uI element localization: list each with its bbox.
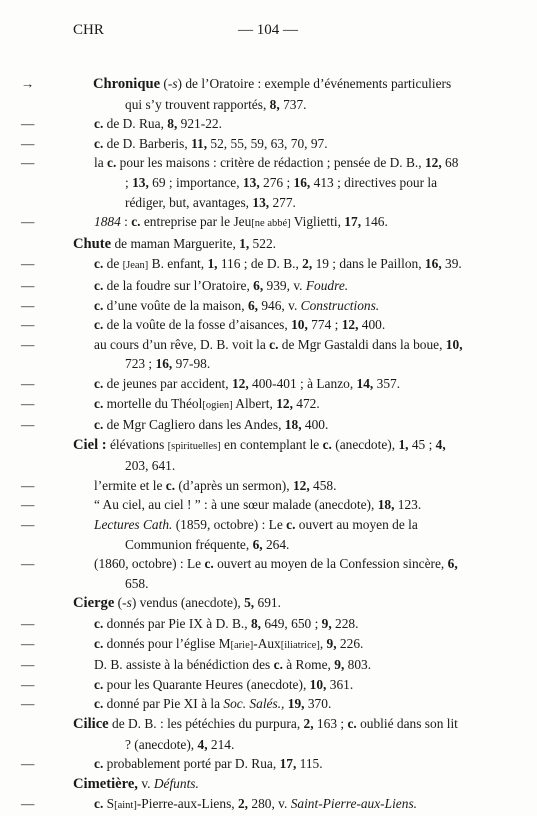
sub-entry-c-quarante bbox=[21, 675, 465, 695]
volume-ref: 8, bbox=[269, 96, 280, 112]
volume-ref: 6, bbox=[253, 277, 264, 293]
italic-text: Défunts. bbox=[153, 775, 199, 791]
italic-text: -s bbox=[167, 76, 178, 91]
arrow-icon: → bbox=[21, 76, 35, 91]
volume-ref: c. bbox=[94, 116, 104, 132]
volume-ref: 1, bbox=[398, 436, 409, 452]
entry-text: 39. bbox=[441, 256, 462, 272]
volume-ref: c. bbox=[94, 676, 104, 692]
entry-text: (1860, octobre) : Le bbox=[94, 556, 205, 572]
entry-text: 69 ; importance, bbox=[148, 174, 243, 190]
volume-ref: 18, bbox=[284, 417, 302, 433]
italic-text: -s bbox=[122, 595, 132, 611]
entry-text: , bbox=[319, 635, 327, 651]
entry-text: -Aux bbox=[253, 635, 281, 651]
volume-ref: 12, bbox=[276, 395, 293, 411]
entry-text: 458. bbox=[309, 477, 337, 493]
entry-dash: — bbox=[21, 556, 35, 572]
entry-text: ( bbox=[114, 595, 123, 611]
volume-ref: 19, bbox=[287, 696, 305, 712]
entry-text: la bbox=[94, 155, 108, 171]
volume-ref: 4, bbox=[435, 436, 446, 452]
main-entry-cierge bbox=[73, 593, 465, 614]
entry-text: mortelle du Théol bbox=[103, 395, 203, 411]
entry-text: 214. bbox=[207, 736, 235, 752]
entry-text: de maman Marguerite, bbox=[111, 235, 240, 251]
entry-text: 400. bbox=[301, 417, 329, 433]
entry-text: de Mgr Gastaldi dans la boue, bbox=[278, 336, 446, 352]
entry-dash: — bbox=[21, 616, 35, 632]
volume-ref: c. bbox=[94, 417, 104, 433]
entry-dash: — bbox=[21, 676, 35, 692]
editorial-insert: [spirituelles] bbox=[167, 440, 221, 452]
entry-text: 400-401 ; à Lanzo, bbox=[248, 375, 357, 391]
entry-text: 472. bbox=[292, 395, 320, 411]
entry-text: au cours d’un rêve, D. B. voit la bbox=[94, 336, 270, 352]
entry-text: à Rome, bbox=[282, 657, 335, 673]
volume-ref: 13, bbox=[252, 194, 270, 210]
volume-ref: c. bbox=[94, 297, 104, 313]
sub-entry-c-jean bbox=[21, 254, 465, 276]
volume-ref: 12, bbox=[292, 477, 310, 493]
entry-dash: — bbox=[21, 336, 35, 352]
entry-text: 361. bbox=[326, 676, 354, 692]
entry-text: 163 ; bbox=[313, 716, 348, 731]
entry-text: 116 ; de D. B., bbox=[217, 256, 303, 272]
volume-ref: 6, bbox=[447, 556, 458, 572]
volume-ref: c. bbox=[131, 214, 141, 230]
volume-ref: c. bbox=[94, 317, 104, 333]
sub-entry-c-voute-maison bbox=[21, 296, 465, 316]
entry-text: donné par Pie XI à la bbox=[103, 696, 224, 712]
volume-ref: c. bbox=[94, 696, 104, 712]
volume-ref: 2, bbox=[302, 256, 313, 272]
main-entry-ciel bbox=[73, 435, 465, 476]
entry-text: : bbox=[120, 214, 132, 230]
entry-text: 400. bbox=[358, 317, 386, 333]
entry-dash: — bbox=[21, 297, 35, 313]
entry-text: (1859, octobre) : Le bbox=[172, 517, 287, 533]
entry-text: de bbox=[103, 256, 123, 272]
entry-text: 691. bbox=[254, 595, 281, 611]
entry-text: de Mgr Cagliero dans les Andes, bbox=[103, 417, 285, 433]
sub-entry-c-jeunes bbox=[21, 374, 465, 394]
volume-ref: c. bbox=[347, 716, 357, 731]
entry-text: ) vendus (anecdote), bbox=[131, 595, 245, 611]
entry-text: 413 ; directives pour la rédiger, but, avantages, bbox=[125, 174, 438, 210]
italic-text: 1884 bbox=[94, 214, 121, 230]
entry-text: B. enfant, bbox=[148, 256, 208, 272]
entry-text: élévations bbox=[106, 436, 168, 452]
entry-text: l’ermite et le bbox=[94, 477, 166, 493]
entry-dash: — bbox=[21, 417, 35, 433]
sub-entry-c-reve bbox=[21, 335, 465, 374]
entry-dash: — bbox=[21, 696, 35, 712]
editorial-insert: [aint] bbox=[114, 800, 137, 812]
entry-text: 658. bbox=[125, 575, 149, 591]
italic-text: Lectures Cath. bbox=[94, 517, 173, 533]
entry-text: oublié dans son lit ? (anecdote), bbox=[125, 716, 458, 752]
sub-entry-c-pie-xi bbox=[21, 694, 465, 714]
volume-ref: 11, bbox=[191, 135, 208, 151]
sub-entry-c-cagliero bbox=[21, 415, 465, 435]
entry-text: 97-98. bbox=[172, 356, 211, 372]
volume-ref: 6, bbox=[252, 536, 263, 552]
entry-text: ouvert au moyen de la Communion fréquente, bbox=[125, 517, 418, 552]
entry-dash: — bbox=[21, 796, 35, 812]
sub-entry-c-rua-porte bbox=[21, 754, 465, 774]
entry-text: donnés pour l’église M bbox=[103, 635, 231, 651]
entry-text: 203, 641. bbox=[125, 458, 176, 474]
sub-entry-c-rome bbox=[21, 655, 465, 675]
main-entry-cimetiere bbox=[73, 774, 465, 795]
entry-text: de D. Barberis, bbox=[103, 135, 192, 151]
entry-text: D. B. assiste à la bénédiction des bbox=[94, 657, 274, 673]
sub-entry-c-pierre bbox=[21, 794, 465, 816]
index-entries bbox=[21, 74, 465, 816]
entry-text: d’une voûte de la maison, bbox=[103, 297, 248, 313]
italic-text: Foudre. bbox=[305, 277, 349, 293]
main-entry-chute bbox=[73, 234, 465, 255]
entry-text: de D. B. : les pétéchies du purpura, bbox=[108, 716, 304, 731]
entry-text: pour les maisons : critère de rédaction ; pensée de D. B., bbox=[116, 155, 425, 171]
volume-ref: 17, bbox=[344, 214, 362, 230]
entry-text: ouvert au moyen de la Confession sincère, bbox=[213, 556, 448, 572]
entry-text: “ Au ciel, au ciel ! ” : à une sœur malade (anecdote), bbox=[94, 497, 378, 513]
sub-entry-c-ermite bbox=[21, 476, 465, 496]
entry-text: probablement porté par D. Rua, bbox=[103, 756, 280, 772]
editorial-insert: [iliatrice] bbox=[280, 639, 320, 651]
entry-text: 228. bbox=[331, 616, 359, 632]
entry-text: donnés par Pie IX à D. B., bbox=[103, 616, 251, 632]
entry-dash: — bbox=[21, 635, 35, 651]
running-head: CHR bbox=[73, 22, 104, 38]
volume-ref: 8, bbox=[167, 116, 178, 132]
sub-entry-c-maisons bbox=[21, 153, 465, 212]
sub-entry-c-rua bbox=[21, 114, 465, 134]
entry-text: pour les Quarante Heures (anecdote), bbox=[103, 676, 310, 692]
volume-ref: 2, bbox=[303, 716, 314, 731]
entry-dash: — bbox=[21, 375, 35, 391]
headword: Chronique bbox=[93, 76, 161, 92]
volume-ref: 14, bbox=[356, 375, 374, 391]
entry-text: ) de l’Oratoire : exemple d’événements particuliers qui s’y trouvent rapportés, bbox=[125, 76, 452, 112]
volume-ref: 17, bbox=[279, 756, 297, 772]
entry-text: de la foudre sur l’Oratoire, bbox=[103, 277, 254, 293]
entry-text: 19 ; dans le Paillon, bbox=[312, 256, 425, 272]
entry-text: de jeunes par accident, bbox=[103, 375, 232, 391]
entry-dash: — bbox=[21, 155, 35, 171]
volume-ref: 9, bbox=[321, 616, 332, 632]
editorial-insert: [ogien] bbox=[202, 399, 233, 411]
entry-text: Albert, bbox=[232, 395, 277, 411]
volume-ref: c. bbox=[94, 616, 104, 632]
entry-dash: — bbox=[21, 277, 35, 293]
entry-text: 277. bbox=[269, 194, 296, 210]
entry-dash: — bbox=[21, 214, 35, 230]
sub-entry-c-lectures bbox=[21, 515, 465, 554]
volume-ref: 10, bbox=[445, 336, 463, 352]
entry-text: de la voûte de la fosse d’aisances, bbox=[103, 317, 292, 333]
entry-dash: — bbox=[21, 497, 35, 513]
entry-text: 280, v. bbox=[248, 796, 291, 812]
main-entry-chronique bbox=[21, 74, 465, 114]
entry-text: 264. bbox=[262, 536, 290, 552]
sub-entry-c-pie-ix bbox=[21, 614, 465, 634]
volume-ref: c. bbox=[94, 395, 104, 411]
volume-ref: c. bbox=[273, 657, 283, 673]
sub-entry-c-1860 bbox=[21, 554, 465, 593]
volume-ref: c. bbox=[107, 155, 117, 171]
volume-ref: 5, bbox=[244, 595, 255, 611]
volume-ref: 9, bbox=[334, 657, 345, 673]
entry-text: entreprise par le Jeu bbox=[140, 214, 252, 230]
entry-dash: — bbox=[21, 517, 35, 533]
entry-text: 68 ; bbox=[125, 155, 459, 190]
entry-dash: — bbox=[21, 657, 35, 673]
volume-ref: c. bbox=[94, 135, 104, 151]
headword: Chute bbox=[73, 235, 112, 252]
volume-ref: c. bbox=[94, 635, 104, 651]
volume-ref: 4, bbox=[197, 736, 208, 752]
entry-text: v. bbox=[137, 775, 154, 791]
entry-text: 939, v. bbox=[263, 277, 306, 293]
volume-ref: 10, bbox=[291, 317, 308, 333]
sub-entry-c-barberis bbox=[21, 134, 465, 154]
entry-text: 737. bbox=[279, 96, 307, 112]
volume-ref: c. bbox=[94, 796, 104, 812]
page-number: — 104 — bbox=[238, 22, 298, 38]
entry-text: 774 ; bbox=[307, 317, 342, 333]
sub-entry-c-voute-fosse bbox=[21, 315, 465, 335]
entry-dash: — bbox=[21, 756, 35, 772]
headword: Cierge bbox=[73, 595, 115, 612]
volume-ref: 12, bbox=[424, 155, 442, 171]
editorial-insert: [ne abbé] bbox=[251, 218, 291, 230]
entry-text: 803. bbox=[344, 657, 372, 673]
entry-dash: — bbox=[21, 395, 35, 411]
entry-text: 370. bbox=[304, 696, 332, 712]
entry-text: -Pierre-aux-Liens, bbox=[136, 796, 238, 812]
volume-ref: c. bbox=[94, 756, 104, 772]
headword: Ciel : bbox=[73, 436, 107, 453]
entry-text: 115. bbox=[296, 756, 323, 772]
sub-entry-c-foudre bbox=[21, 276, 465, 296]
entry-text: 276 ; bbox=[259, 174, 294, 190]
entry-dash: — bbox=[21, 116, 35, 132]
volume-ref: 8, bbox=[250, 616, 261, 632]
editorial-insert: [Jean] bbox=[122, 260, 149, 272]
volume-ref: 1, bbox=[207, 256, 218, 272]
sub-entry-c-albert bbox=[21, 394, 465, 416]
sub-entry-c-au-ciel bbox=[21, 495, 465, 515]
volume-ref: c. bbox=[286, 517, 296, 533]
entry-text: Viglietti, bbox=[290, 214, 345, 230]
volume-ref: 6, bbox=[247, 297, 258, 313]
italic-text: Soc. Salés., bbox=[223, 696, 285, 712]
volume-ref: 2, bbox=[237, 796, 249, 812]
entry-text: 723 ; bbox=[125, 356, 156, 372]
entry-text: 52, 55, 59, 63, 70, 97. bbox=[207, 135, 328, 151]
entry-text: 123. bbox=[394, 497, 422, 513]
volume-ref: c. bbox=[269, 336, 279, 352]
sub-entry-c-eglise bbox=[21, 634, 465, 656]
entry-text: (anecdote), bbox=[331, 436, 399, 452]
volume-ref: 16, bbox=[293, 174, 311, 190]
entry-text: 649, 650 ; bbox=[261, 616, 322, 632]
volume-ref: 16, bbox=[424, 256, 442, 272]
italic-text: Constructions. bbox=[300, 297, 380, 313]
entry-text: 522. bbox=[249, 235, 276, 251]
volume-ref: 12, bbox=[231, 375, 249, 391]
entry-text: 946, v. bbox=[258, 297, 301, 313]
entry-text: 226. bbox=[336, 635, 364, 651]
page-header bbox=[73, 22, 463, 42]
volume-ref: c. bbox=[94, 277, 104, 293]
volume-ref: 1, bbox=[239, 235, 250, 251]
headword: Cilice bbox=[73, 716, 109, 732]
entry-dash: — bbox=[21, 135, 35, 151]
volume-ref: 16, bbox=[155, 356, 173, 372]
volume-ref: c. bbox=[94, 256, 104, 272]
entry-text: 146. bbox=[361, 214, 388, 230]
volume-ref: 13, bbox=[242, 174, 260, 190]
volume-ref: c. bbox=[204, 556, 214, 572]
volume-ref: 13, bbox=[132, 174, 149, 190]
entry-text: ( bbox=[160, 76, 168, 91]
volume-ref: 18, bbox=[377, 497, 395, 513]
entry-text: en contemplant le bbox=[220, 436, 323, 452]
entry-text: 921-22. bbox=[177, 116, 222, 132]
volume-ref: c. bbox=[322, 436, 332, 452]
entry-dash: — bbox=[21, 477, 35, 493]
volume-ref: c. bbox=[165, 477, 176, 493]
editorial-insert: [arie] bbox=[230, 639, 254, 651]
entry-text: (d’après un sermon), bbox=[175, 477, 293, 493]
italic-text: Saint-Pierre-aux-Liens. bbox=[290, 796, 418, 812]
volume-ref: 9, bbox=[326, 635, 337, 651]
volume-ref: 12, bbox=[341, 317, 359, 333]
entry-text: S bbox=[103, 796, 115, 812]
volume-ref: 10, bbox=[309, 676, 327, 692]
entry-dash: — bbox=[21, 256, 35, 272]
sub-entry-c-1884 bbox=[21, 212, 465, 234]
entry-text: 45 ; bbox=[408, 436, 436, 452]
headword: Cimetière, bbox=[73, 775, 138, 792]
entry-dash: — bbox=[21, 317, 35, 333]
main-entry-cilice bbox=[73, 714, 465, 754]
volume-ref: c. bbox=[94, 375, 104, 391]
entry-text: de D. Rua, bbox=[103, 116, 168, 132]
entry-text: 357. bbox=[373, 375, 401, 391]
